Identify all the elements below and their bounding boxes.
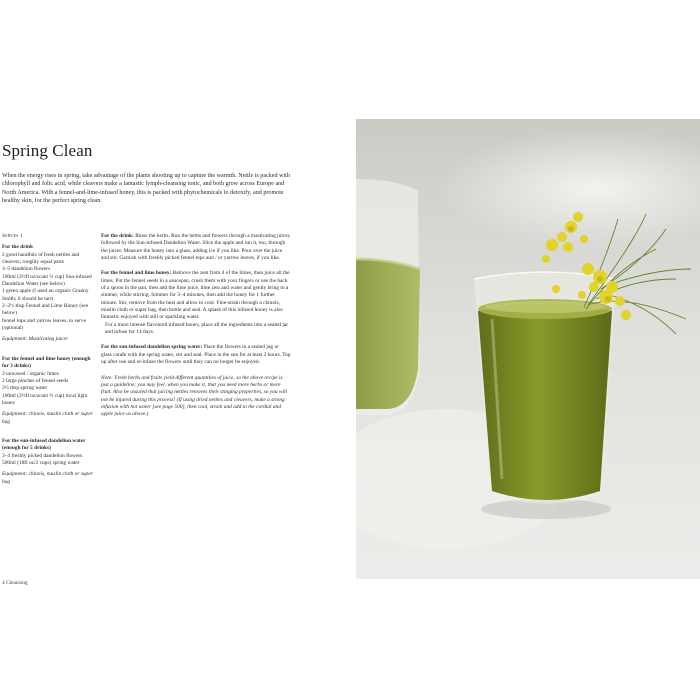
recipe-intro: When the energy rises in spring, take advantage of the plants shooting up to capture the warmth. Nettle is packed with chlorophyll and folic acid, while cleavers make a fantastic lymph-cleansing tonic, and both grow across Europe and North America. With a fennel-and-lime-infused honey, this is packed with phytochemicals to detoxify, and promote healthy skin, for the perfect spring clean.	[2, 173, 290, 205]
drink-ingredient-list	[2, 252, 94, 333]
ingredient-item: fennel tops and yarrow leaves, to serve (optional)	[2, 317, 86, 332]
honey-ingredient-list	[2, 371, 94, 408]
method-column	[101, 233, 291, 419]
honey-method-text: Remove the zest from 4 of the limes, then juice all the limes. Put the fennel seeds in a saucepan, crush them with your fingers or use the back of a spoon in the pan, then add the lime juice, lime zest and water and gently bring to a simmer, while stirring. Simmer for 3–4 minutes, then add the honey for 1 further minute. Stir, remove from the heat and allow to cool. Fine-strain through a chinois, muslin cloth or super bag, then bottle and seal. A splash of this infused honey is also fantastic enjoyed with still or sparkling water.	[101, 270, 290, 321]
ingredient-item: 2–2½ tbsp Fennel and Lime Honey (see below)	[2, 303, 89, 317]
ingredient-item: 500ml (18fl oz/2 cups) spring water	[2, 459, 80, 466]
honey-method-label: For the fennel and lime honey:	[101, 270, 172, 277]
water-method-label: For the sun-infused dandelion spring water:	[101, 344, 203, 351]
drink-method-text: Rinse the herbs. Run the herbs and flowers through a masticating juicer, followed by the Sun-infused Dandelion Water. Slice the apple and run it, too, through the juicer. Measure the honey into a glass, adding ice if you like. Pour over the juice and stir. Garnish with freshly picked fennel tops and / or yarrow leaves, if you like.	[101, 233, 291, 262]
honey-equipment: Equipment: chinois, muslin cloth or super bag	[2, 411, 93, 425]
ingredient-item: 2 large pinches of fennel seeds	[2, 377, 69, 384]
ingredient-item: 3–4 freshly picked dandelion flowers	[2, 452, 83, 459]
drink-method-label: For the drink:	[101, 233, 134, 239]
honey-method-extra: For a more intense flavoured infused honey, place all the ingredients into a sealed jar and infuse for 14 days.	[105, 321, 289, 336]
water-ingredients-heading: For the sun-infused dandelion water (enough for 5 drinks)	[2, 437, 86, 452]
ingredients-column	[2, 233, 94, 486]
recipe-note: Note: Fresh herbs and fruits yield different quantities of juice, so the above recipe is just a guideline; you may feel, when you make it, that you need more herbs or more fruit. Also be assured that juicing nettles removes their stinging properties, so you will not be injured during this process! (If using dried nettles and cleavers, make a strong infusion with hot water [see page 500], then cool, strain and add to the cordial and apple juice as above.)	[101, 374, 288, 418]
ingredient-item: 100ml (3½fl oz/scant ½ cup) local light honey	[2, 392, 88, 406]
ingredient-item: 3½ tbsp spring water	[2, 385, 48, 392]
honey-ingredients-heading: For the fennel and lime honey (enough for 3 drinks)	[2, 355, 91, 370]
water-method-text: Place the flowers in a sealed jug or glass carafe with the spring water, stir and seal. Place in the sun for at least 2 hours. Top up after use and re-infuse the flowers until they can no longer be enjoyed.	[101, 344, 291, 366]
drink-method	[101, 233, 291, 262]
ingredient-item: 100ml (3½fl oz/scant ½ cup) Sun-infused Dandelion Water (see below)	[2, 273, 92, 288]
honey-method	[101, 270, 291, 321]
ingredient-item: 2 good handfuls of fresh nettles and cleavers, roughly equal parts	[2, 251, 80, 266]
back-glass	[356, 179, 420, 415]
ingredient-item: 1 green apple (I used an organic Granny Smith; it should be tart)	[2, 288, 89, 302]
serves-label: Serves 1	[2, 233, 23, 239]
juice-glass	[474, 272, 616, 519]
ingredient-item: 3–5 dandelion flowers	[2, 266, 51, 273]
page-footer: 4 Cleansing	[2, 580, 28, 586]
ingredient-item: 3 unwaxed / organic limes	[2, 370, 59, 377]
drink-equipment: Equipment: Masticating juicer	[2, 336, 69, 343]
drink-ingredients-heading: For the drink	[2, 244, 34, 251]
water-method	[101, 344, 291, 366]
water-ingredient-list	[2, 453, 94, 468]
drink-photo	[356, 119, 700, 579]
water-equipment: Equipment: chinois, muslin cloth or super bag	[2, 471, 93, 485]
recipe-title: Spring Clean	[2, 141, 93, 160]
